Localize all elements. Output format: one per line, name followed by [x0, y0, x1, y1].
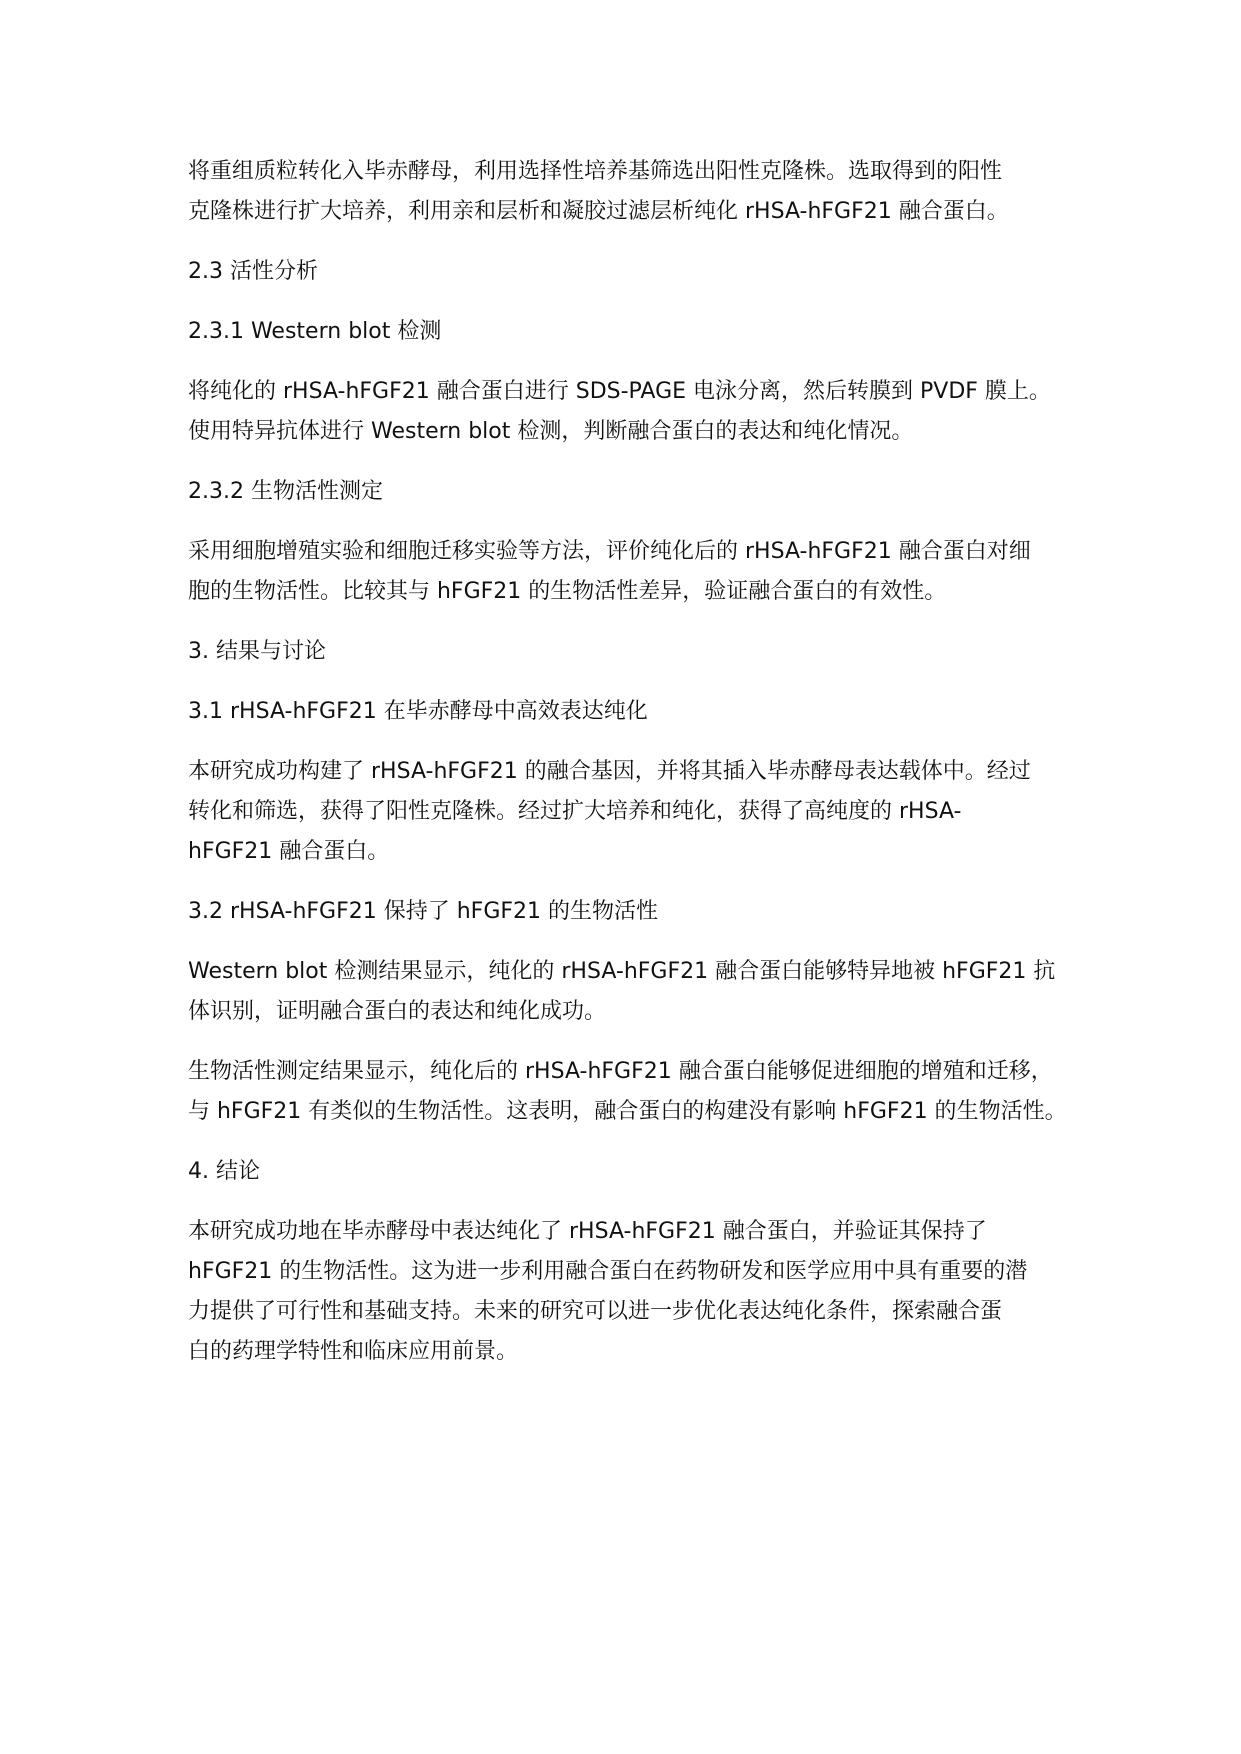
- paragraph-bioactivity-method: [188, 532, 1088, 612]
- text-line: 本研究成功构建了 rHSA-hFGF21 的融合基因，并将其插入毕赤酵母表达载体中。经过: [188, 759, 1031, 784]
- section-heading-3-2: 3.2 rHSA-hFGF21 保持了 hFGF21 的生物活性: [188, 899, 659, 924]
- paragraph-bioactivity-result: [188, 1052, 1088, 1132]
- text-line: 采用细胞增殖实验和细胞迁移实验等方法，评价纯化后的 rHSA-hFGF21 融合蛋白对细: [188, 539, 1031, 564]
- text-line: 生物活性测定结果显示，纯化后的 rHSA-hFGF21 融合蛋白能够促进细胞的增殖和迁移，: [188, 1059, 1053, 1084]
- text-line: 克隆株进行扩大培养，利用亲和层析和凝胶过滤层析纯化 rHSA-hFGF21 融合蛋白。: [188, 199, 1009, 224]
- text-line: 将纯化的 rHSA-hFGF21 融合蛋白进行 SDS-PAGE 电泳分离，然后转膜到 PVDF 膜上。: [188, 379, 1051, 404]
- paragraph-western-result: [188, 952, 1088, 1032]
- text-line: hFGF21 的生物活性。这为进一步利用融合蛋白在药物研发和医学应用中具有重要的潜: [188, 1259, 1028, 1284]
- text-line: 与 hFGF21 有类似的生物活性。这表明，融合蛋白的构建没有影响 hFGF21 的生物活性。: [188, 1099, 1067, 1124]
- section-heading-3: 3. 结果与讨论: [188, 639, 326, 664]
- text-line: 体识别，证明融合蛋白的表达和纯化成功。: [188, 999, 607, 1024]
- section-heading-3-1: 3.1 rHSA-hFGF21 在毕赤酵母中高效表达纯化: [188, 699, 648, 724]
- section-heading-2-3-1: 2.3.1 Western blot 检测: [188, 319, 442, 344]
- text-line: 力提供了可行性和基础支持。未来的研究可以进一步优化表达纯化条件，探索融合蛋: [188, 1299, 1003, 1324]
- paragraph-expression-result: [188, 752, 1088, 872]
- document-page: [188, 152, 1088, 1392]
- section-heading-2-3-2: 2.3.2 生物活性测定: [188, 479, 383, 504]
- text-line: 本研究成功地在毕赤酵母中表达纯化了 rHSA-hFGF21 融合蛋白，并验证其保持了: [188, 1219, 987, 1244]
- paragraph-conclusion: [188, 1212, 1088, 1372]
- text-line: 将重组质粒转化入毕赤酵母，利用选择性培养基筛选出阳性克隆株。选取得到的阳性: [188, 159, 1003, 184]
- section-heading-4: 4. 结论: [188, 1159, 260, 1184]
- paragraph-western-blot: [188, 372, 1088, 452]
- text-line: hFGF21 融合蛋白。: [188, 839, 390, 864]
- text-line: 使用特异抗体进行 Western blot 检测，判断融合蛋白的表达和纯化情况。: [188, 419, 914, 444]
- text-line: Western blot 检测结果显示，纯化的 rHSA-hFGF21 融合蛋白能够特异地被 hFGF21 抗: [188, 959, 1056, 984]
- text-line: 转化和筛选，获得了阳性克隆株。经过扩大培养和纯化，获得了高纯度的 rHSA-: [188, 799, 962, 824]
- section-heading-2-3: 2.3 活性分析: [188, 259, 318, 284]
- text-line: 胞的生物活性。比较其与 hFGF21 的生物活性差异，验证融合蛋白的有效性。: [188, 579, 947, 604]
- paragraph-transformation: [188, 152, 1088, 232]
- text-line: 白的药理学特性和临床应用前景。: [188, 1339, 519, 1364]
